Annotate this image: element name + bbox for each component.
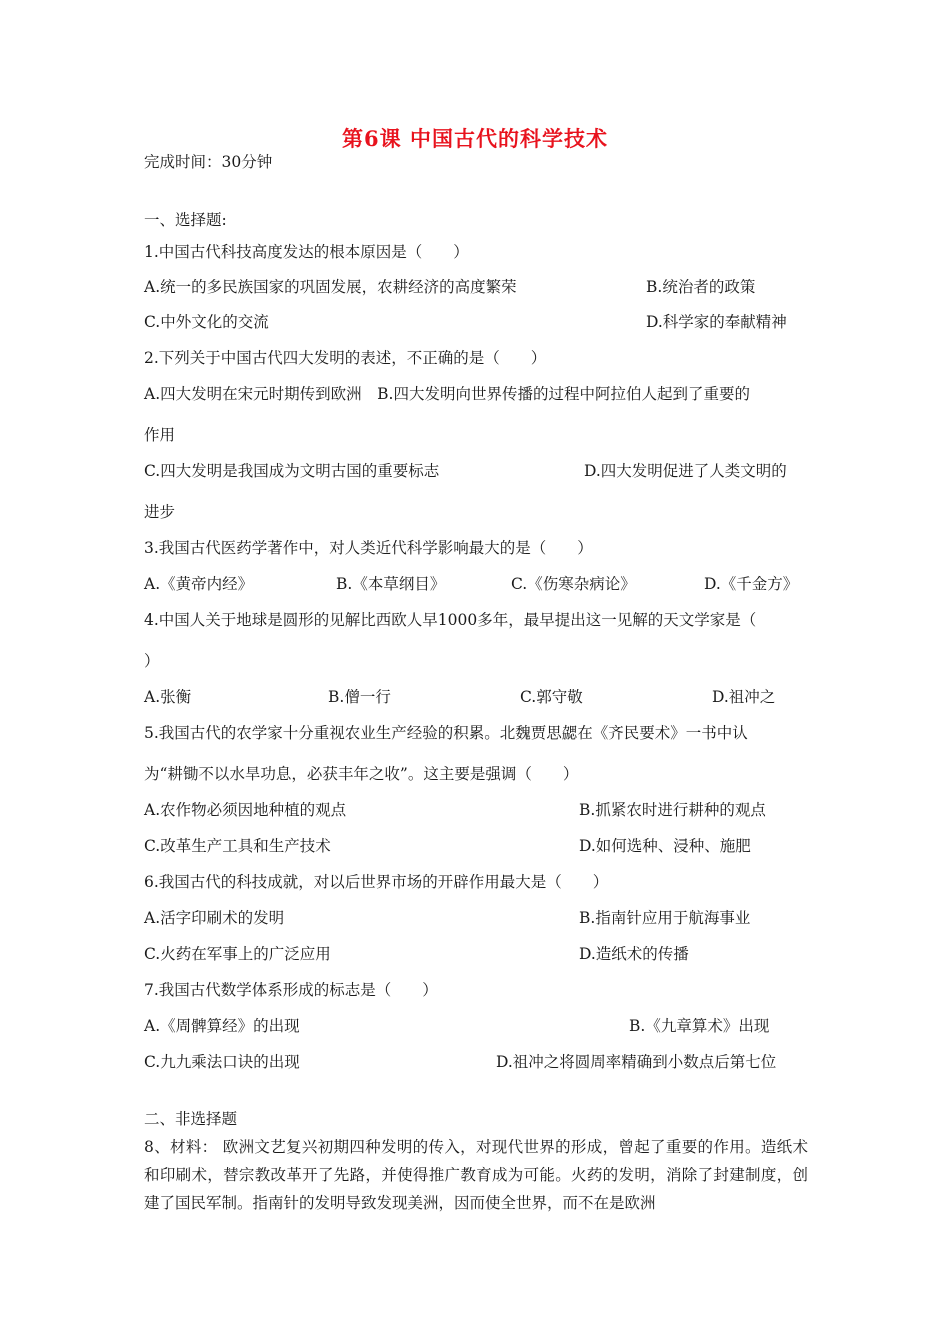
question-2-option-ab: A.四大发明在宋元时期传到欧洲 B.四大发明向世界传播的过程中阿拉伯人起到了重要的 — [144, 385, 750, 403]
question-2-option-c: C.四大发明是我国成为文明古国的重要标志 — [144, 462, 440, 480]
question-5-option-c: C.改革生产工具和生产技术 — [144, 837, 331, 855]
question-5-options-row-1 — [144, 800, 808, 820]
question-3-option-c: C.《伤寒杂病论》 — [511, 575, 636, 593]
question-4-stem-cont: ） — [144, 652, 160, 670]
question-3-option-b: B.《本草纲目》 — [336, 575, 446, 593]
question-3-stem: 3.我国古代医药学著作中，对人类近代科学影响最大的是（ ） — [144, 539, 593, 557]
question-5-stem: 5.我国古代的农学家十分重视农业生产经验的积累。北魏贾思勰在《齐民要术》一书中认 — [144, 724, 748, 742]
question-1-option-a: A.统一的多民族国家的巩固发展，农耕经济的高度繁荣 — [144, 278, 517, 296]
question-1-options-row-1 — [144, 277, 808, 297]
question-7-option-b: B.《九章算术》出现 — [629, 1017, 770, 1035]
question-6-option-a: A.活字印刷术的发明 — [144, 909, 285, 927]
question-6-options-row-2 — [144, 944, 808, 964]
section-heading-choice: 一、选择题: — [144, 211, 227, 229]
question-2-option-d: D.四大发明促进了人类文明的 — [584, 462, 787, 480]
question-1-stem: 1.中国古代科技高度发达的根本原因是（ ） — [144, 243, 469, 261]
question-4-stem: 4.中国人关于地球是圆形的见解比西欧人早1000多年，最早提出这一见解的天文学家是（ — [144, 611, 757, 629]
question-2-option-ab-cont: 作用 — [144, 426, 176, 444]
question-1-option-d: D.科学家的奉献精神 — [646, 313, 787, 331]
question-4-option-b: B.僧一行 — [328, 688, 391, 706]
question-6-stem: 6.我国古代的科技成就，对以后世界市场的开辟作用最大是（ ） — [144, 873, 609, 891]
question-2-option-d-cont: 进步 — [144, 503, 176, 521]
question-4-option-c: C.郭守敬 — [520, 688, 583, 706]
question-6-option-c: C.火药在军事上的广泛应用 — [144, 945, 331, 963]
question-7-option-d: D.祖冲之将圆周率精确到小数点后第七位 — [496, 1053, 777, 1071]
question-1-option-b: B.统治者的政策 — [646, 278, 756, 296]
question-3-option-a: A.《黄帝内经》 — [144, 575, 254, 593]
time-limit: 完成时间：30分钟 — [144, 153, 273, 171]
question-5-option-a: A.农作物必须因地种植的观点 — [144, 801, 347, 819]
question-8-material: 8、材料： 欧洲文艺复兴初期四种发明的传入，对现代世界的形成，曾起了重要的作用。造纸术和印刷术，替宗教改革开了先路，并使得推广教育成为可能。火药的发明，消除了封建制度，创建了国民军制。指南针的发明导致发现美洲，因而使全世界，而不在是欧洲 — [144, 1138, 808, 1212]
question-3-option-d: D.《千金方》 — [704, 575, 799, 593]
question-1-option-c: C.中外文化的交流 — [144, 313, 269, 331]
question-7-options-row-1 — [144, 1016, 808, 1036]
question-5-options-row-2 — [144, 836, 808, 856]
question-7-stem: 7.我国古代数学体系形成的标志是（ ） — [144, 981, 438, 999]
question-2-stem: 2.下列关于中国古代四大发明的表述，不正确的是（ ） — [144, 349, 547, 367]
question-7-options-row-2 — [144, 1052, 808, 1072]
question-5-option-b: B.抓紧农时进行耕种的观点 — [579, 801, 766, 819]
question-5-stem-cont: 为“耕锄不以水旱功息，必获丰年之收”。这主要是强调（ ） — [144, 765, 579, 783]
question-4-option-d: D.祖冲之 — [712, 688, 776, 706]
section-heading-nonchoice: 二、非选择题 — [144, 1110, 238, 1128]
question-2-options-row-2 — [144, 461, 808, 481]
question-6-option-b: B.指南针应用于航海事业 — [579, 909, 751, 927]
question-6-options-row-1 — [144, 908, 808, 928]
question-7-option-a: A.《周髀算经》的出现 — [144, 1017, 300, 1035]
question-7-option-c: C.九九乘法口诀的出现 — [144, 1053, 300, 1071]
question-4-option-a: A.张衡 — [144, 688, 192, 706]
question-1-options-row-2 — [144, 312, 808, 332]
question-4-options — [144, 687, 808, 707]
question-3-options — [144, 574, 808, 594]
question-5-option-d: D.如何选种、浸种、施肥 — [579, 837, 751, 855]
question-6-option-d: D.造纸术的传播 — [579, 945, 689, 963]
page-title: 第6课 中国古代的科学技术 — [342, 126, 608, 151]
